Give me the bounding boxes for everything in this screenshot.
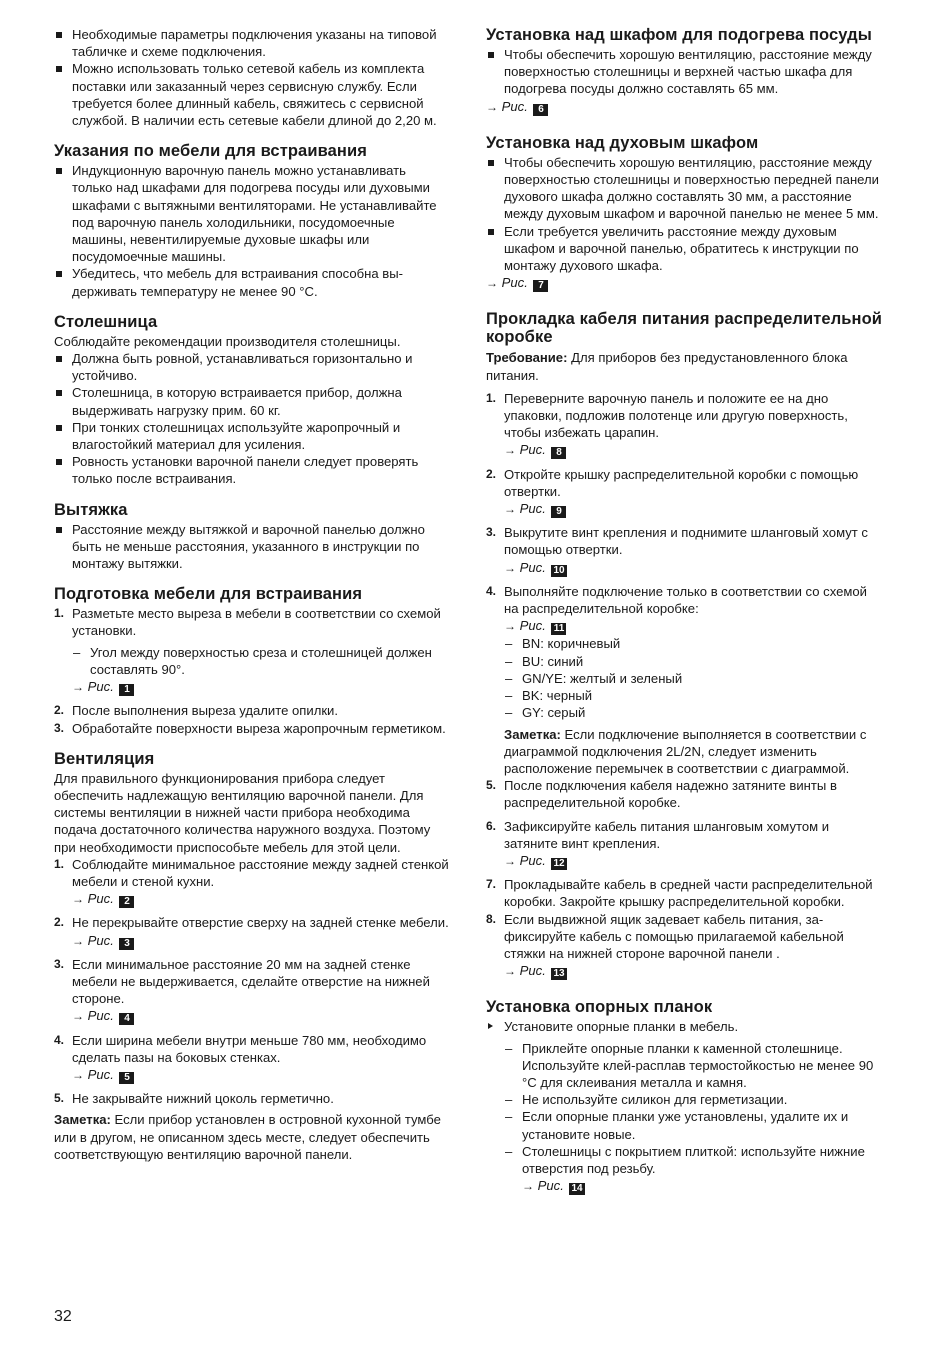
figure-ref: → Рис. 9 bbox=[504, 500, 882, 518]
step-text: Разметьте место выреза в мебели в соответствии со схемой установки. bbox=[72, 606, 441, 639]
list-item: Необходимые параметры подключения указаны на типовой табличке и схеме подключения. bbox=[54, 26, 450, 60]
section-heading: Указания по мебели для встраивания bbox=[54, 142, 367, 161]
step-text: Если ширина мебели внутри меньше 780 мм, необходимо сделать пазы на боковых стенках. bbox=[72, 1032, 427, 1065]
figure-ref: → Рис. 11 bbox=[504, 617, 882, 635]
sub-item: – Угол между поверхностью среза и столешницей должен составлять 90°. bbox=[72, 644, 450, 678]
note bbox=[54, 1111, 450, 1163]
figure-ref: → Рис. 6 bbox=[486, 98, 882, 116]
step-number: 3. bbox=[54, 956, 65, 971]
step-text: Обработайте поверхности выреза жаропрочным герметиком. bbox=[72, 720, 446, 736]
step-text: Выполняйте подключение только в соответствии со схемой на распределительной коробке: bbox=[504, 583, 867, 617]
step-text: Соблюдайте минимальное расстояние между задней стенкой мебели и стеной кухни. bbox=[72, 856, 449, 889]
figure-number-badge: 2 bbox=[119, 896, 134, 908]
list-item: Если требуется увеличить расстояние между духовым шкафом и варочной панелью, обратитесь к инструкции по монтажу духового шкафа. bbox=[486, 223, 882, 275]
cable-section bbox=[486, 310, 882, 980]
requirement-label: Требование: bbox=[486, 350, 568, 366]
list-item: Можно использовать только сетевой кабель из комплекта поставки или заказанный через сервисную службу. Если требуется более длинный кабель, свяжитесь с сервисной службой. В наличии есть сетевые кабели длиной до 2,20 м. bbox=[54, 60, 450, 129]
step-number: 3. bbox=[54, 720, 65, 735]
step-text: Зафиксируйте кабель питания шланговым хомутом и затяните винт крепления. bbox=[504, 818, 830, 851]
step-item bbox=[54, 956, 450, 1026]
step-number: 2. bbox=[486, 466, 497, 481]
list-item: Чтобы обеспечить хорошую вентиляцию, расстояние между поверхностью столешницы и верхней частью шкафа для подогрева посуды должно составлять 65 мм. bbox=[486, 46, 882, 98]
prep-section bbox=[54, 585, 450, 736]
step-text: Переверните варочную панель и положите ее на дно упаковки, подложив полотенце или другую поверхность, чтобы избежать царапин. bbox=[504, 390, 848, 441]
action-item bbox=[486, 1018, 882, 1195]
list-item: При тонких столешницах используйте жаропрочный и влагостойкий материал для усиления. bbox=[54, 419, 450, 453]
step-number: 1. bbox=[54, 856, 65, 871]
step-text: Прокладывайте кабель в средней части распределительной коробки. Закройте крышку распределительной коробки. bbox=[504, 877, 873, 910]
wire-color-item: – GY: серый bbox=[504, 704, 882, 721]
step-text: После подключения кабеля надежно затяните винты в распределительной коробке. bbox=[504, 778, 837, 811]
arrow-right-icon: → bbox=[522, 1179, 534, 1194]
step-item bbox=[54, 856, 450, 909]
arrow-right-icon: → bbox=[72, 933, 84, 948]
figure-ref: → Рис. 10 bbox=[504, 559, 565, 576]
step-item bbox=[486, 390, 882, 460]
step-number: 3. bbox=[486, 525, 497, 540]
arrow-right-icon: → bbox=[504, 853, 516, 868]
arrow-right-icon: → bbox=[504, 619, 516, 634]
list-item: Чтобы обеспечить хорошую вентиляцию, расстояние между поверхностью столешницы и поверхностью передней панели духового шкафа должно составлять 30 мм, а расстояние между духовым шкафом и варочной панелью не менее 5 мм. bbox=[486, 154, 882, 223]
step-text: Если выдвижной ящик задевает кабель питания, зафиксируйте кабель с помощью прилагаемой кабельной стяжки на нижней стороне варочной панели . bbox=[504, 911, 844, 961]
arrow-right-icon: → bbox=[504, 964, 516, 979]
sub-item: – Столешницы с покрытием плиткой: используйте нижние отверстия под резьбу. bbox=[504, 1143, 882, 1177]
step-text: Не перекрывайте отверстие сверху на задней стенке мебели. bbox=[72, 915, 449, 931]
section-heading: Установка над духовым шкафом bbox=[486, 133, 759, 152]
figure-ref: → Рис. 8 bbox=[504, 441, 882, 459]
note-text: Если подключение выполняется в соответствии с диаграммой подключения 2L/2N, следует изменить расположение перемычек в соответствии с диаграммой. bbox=[504, 726, 867, 776]
arrow-right-icon: → bbox=[486, 276, 498, 291]
list-item: Убедитесь, что мебель для встраивания способна выдерживать температуру не менее 90 °C. bbox=[54, 265, 450, 299]
figure-ref: → Рис. 7 bbox=[486, 274, 882, 292]
note-label: Заметка: bbox=[54, 1112, 111, 1128]
step-number: 6. bbox=[486, 818, 497, 833]
paragraph: Соблюдайте рекомендации производителя столешницы. bbox=[54, 333, 401, 349]
step-item bbox=[486, 911, 882, 981]
page-number: 32 bbox=[54, 1308, 72, 1325]
figure-number-badge: 8 bbox=[551, 447, 566, 459]
step-item bbox=[486, 876, 882, 910]
section-heading: Установка над шкафом для подогрева посуды bbox=[486, 26, 872, 44]
figure-ref: → Рис. 5 bbox=[72, 1066, 450, 1084]
sub-item: – Приклейте опорные планки к каменной столешнице. Используйте клей-расплав термостойкостью не менее 90 °C для склеивания металла и камня. bbox=[504, 1040, 882, 1092]
step-number: 1. bbox=[54, 606, 65, 621]
step-number: 4. bbox=[486, 583, 497, 598]
step-number: 5. bbox=[54, 1091, 65, 1106]
arrow-right-icon: → bbox=[504, 443, 516, 458]
figure-number-badge: 3 bbox=[119, 938, 134, 950]
wire-color-item: – GN/YE: желтый и зеленый bbox=[504, 670, 882, 687]
step-text: Откройте крышку распределительной коробки с помощью отвертки. bbox=[504, 466, 859, 499]
step-item bbox=[486, 818, 882, 871]
figure-ref: → Рис. 13 bbox=[504, 963, 565, 980]
figure-number-badge: 1 bbox=[119, 684, 134, 696]
step-item bbox=[54, 702, 450, 719]
figure-number-badge: 6 bbox=[533, 104, 548, 116]
figure-ref: → Рис. 4 bbox=[72, 1007, 450, 1025]
list-item: Столешница, в которую встраивается прибор, должна выдерживать нагрузку прим. 60 кг. bbox=[54, 384, 450, 418]
list-item: Должна быть ровной, устанавливаться горизонтально и устойчиво. bbox=[54, 350, 450, 384]
list-item: Ровность установки варочной панели следует проверять только после встраивания. bbox=[54, 453, 450, 487]
figure-number-badge: 10 bbox=[553, 564, 565, 576]
section-heading: Установка опорных планок bbox=[486, 998, 713, 1017]
section-heading: Подготовка мебели для встраивания bbox=[54, 585, 363, 604]
section-heading: Вытяжка bbox=[54, 500, 128, 519]
hood-section bbox=[54, 501, 450, 573]
step-text: Если минимальное расстояние 20 мм на задней стенке мебели не выдерживается, сделайте отверстие на нижней стороне. bbox=[72, 956, 430, 1007]
step-item bbox=[486, 466, 882, 519]
arrow-right-icon: → bbox=[72, 1009, 84, 1024]
figure-number-badge: 13 bbox=[553, 968, 565, 980]
support-strips-section bbox=[486, 998, 882, 1195]
figure-number-badge: 14 bbox=[571, 1183, 583, 1195]
ventilation-section bbox=[54, 750, 450, 1163]
figure-ref: → Рис. 3 bbox=[72, 932, 450, 950]
step-number: 2. bbox=[54, 915, 65, 930]
figure-number-badge: 7 bbox=[533, 280, 548, 292]
step-item bbox=[486, 524, 882, 577]
requirement bbox=[486, 349, 882, 383]
countertop-section bbox=[54, 313, 450, 488]
step-text: Выкрутите винт крепления и поднимите шланговый хомут с помощью отвертки. bbox=[504, 525, 868, 558]
step-item bbox=[486, 777, 882, 811]
list-item: Индукционную варочную панель можно устанавливать только над шкафами для подогрева посуды или духовыми шкафами с вытяжными вентиляторами. Не устанавливайте под варочную панель холодильники, посудомоечные машины, невентилируемые духовые шкафы или посудомоечные машины. bbox=[54, 162, 450, 265]
action-text: Установите опорные планки в мебель. bbox=[504, 1019, 739, 1035]
intro-section bbox=[54, 26, 450, 129]
step-item bbox=[54, 605, 450, 696]
paragraph: Для правильного функционирования прибора следует обеспечить надлежащую вентиляцию варочной панели. Для системы вентиляции в нижней части прибора необходима подача достаточного количества наружного воздуха. Поэтому при необходимости приспособьте мебель для этой цели. bbox=[54, 770, 431, 855]
requirement-text: Для приборов без предустановленного блока питания. bbox=[486, 350, 848, 383]
figure-number-badge: 12 bbox=[553, 857, 565, 869]
figure-number-badge: 9 bbox=[551, 506, 566, 518]
step-number: 2. bbox=[54, 703, 65, 718]
figure-number-badge: 5 bbox=[119, 1072, 134, 1084]
section-heading: Столешница bbox=[54, 312, 158, 331]
arrow-right-icon: → bbox=[504, 502, 516, 517]
arrow-right-icon: → bbox=[72, 680, 84, 695]
section-heading: Прокладка кабеля питания распределительной коробке bbox=[486, 310, 883, 347]
wire-color-item: – BK: черный bbox=[504, 687, 882, 704]
arrow-right-icon: → bbox=[486, 99, 498, 114]
step-number: 1. bbox=[486, 390, 497, 405]
figure-ref: → Рис. 14 bbox=[522, 1178, 583, 1195]
arrow-right-icon: → bbox=[504, 560, 516, 575]
step-number: 7. bbox=[486, 877, 497, 892]
step-item bbox=[54, 1032, 450, 1085]
oven-section bbox=[486, 134, 882, 293]
wire-color-item: – BU: синий bbox=[504, 653, 882, 670]
sub-item: – Если опорные планки уже установлены, удалите их и установите новые. bbox=[504, 1108, 882, 1142]
step-number: 8. bbox=[486, 911, 497, 926]
arrow-right-icon: → bbox=[72, 892, 84, 907]
step-item bbox=[54, 1090, 450, 1107]
wire-color-item: – BN: коричневый bbox=[504, 635, 882, 652]
arrow-right-icon: → bbox=[72, 1067, 84, 1082]
note-label: Заметка: bbox=[504, 726, 561, 742]
step-item bbox=[54, 720, 450, 737]
section-heading: Вентиляция bbox=[54, 749, 155, 768]
note-text: Если прибор установлен в островной кухонной тумбе или в другом, не описанном здесь месте, следует обеспечить соответствующую вентиляцию варочной панели. bbox=[54, 1112, 441, 1162]
warming-drawer-section bbox=[486, 26, 882, 116]
figure-number-badge: 11 bbox=[551, 623, 566, 635]
step-item bbox=[486, 583, 882, 777]
sub-item: – Не используйте силикон для герметизации. bbox=[504, 1091, 882, 1108]
figure-ref: → Рис. 2 bbox=[72, 890, 450, 908]
left-column bbox=[54, 26, 450, 1176]
step-number: 5. bbox=[486, 778, 497, 793]
step-number: 4. bbox=[54, 1032, 65, 1047]
step-item bbox=[54, 914, 450, 949]
figure-ref: → Рис. 1 bbox=[72, 678, 450, 696]
figure-number-badge: 4 bbox=[119, 1013, 134, 1025]
note bbox=[504, 726, 882, 778]
figure-ref: → Рис. 12 bbox=[504, 852, 565, 869]
right-column bbox=[486, 26, 882, 1208]
furniture-notes-section bbox=[54, 142, 450, 300]
step-text: Не закрывайте нижний цоколь герметично. bbox=[72, 1091, 334, 1107]
list-item: Расстояние между вытяжкой и варочной панелью должно быть не меньше расстояния, указанного в инструкции по монтажу вытяжки. bbox=[54, 521, 450, 573]
step-text: После выполнения выреза удалите опилки. bbox=[72, 703, 339, 719]
